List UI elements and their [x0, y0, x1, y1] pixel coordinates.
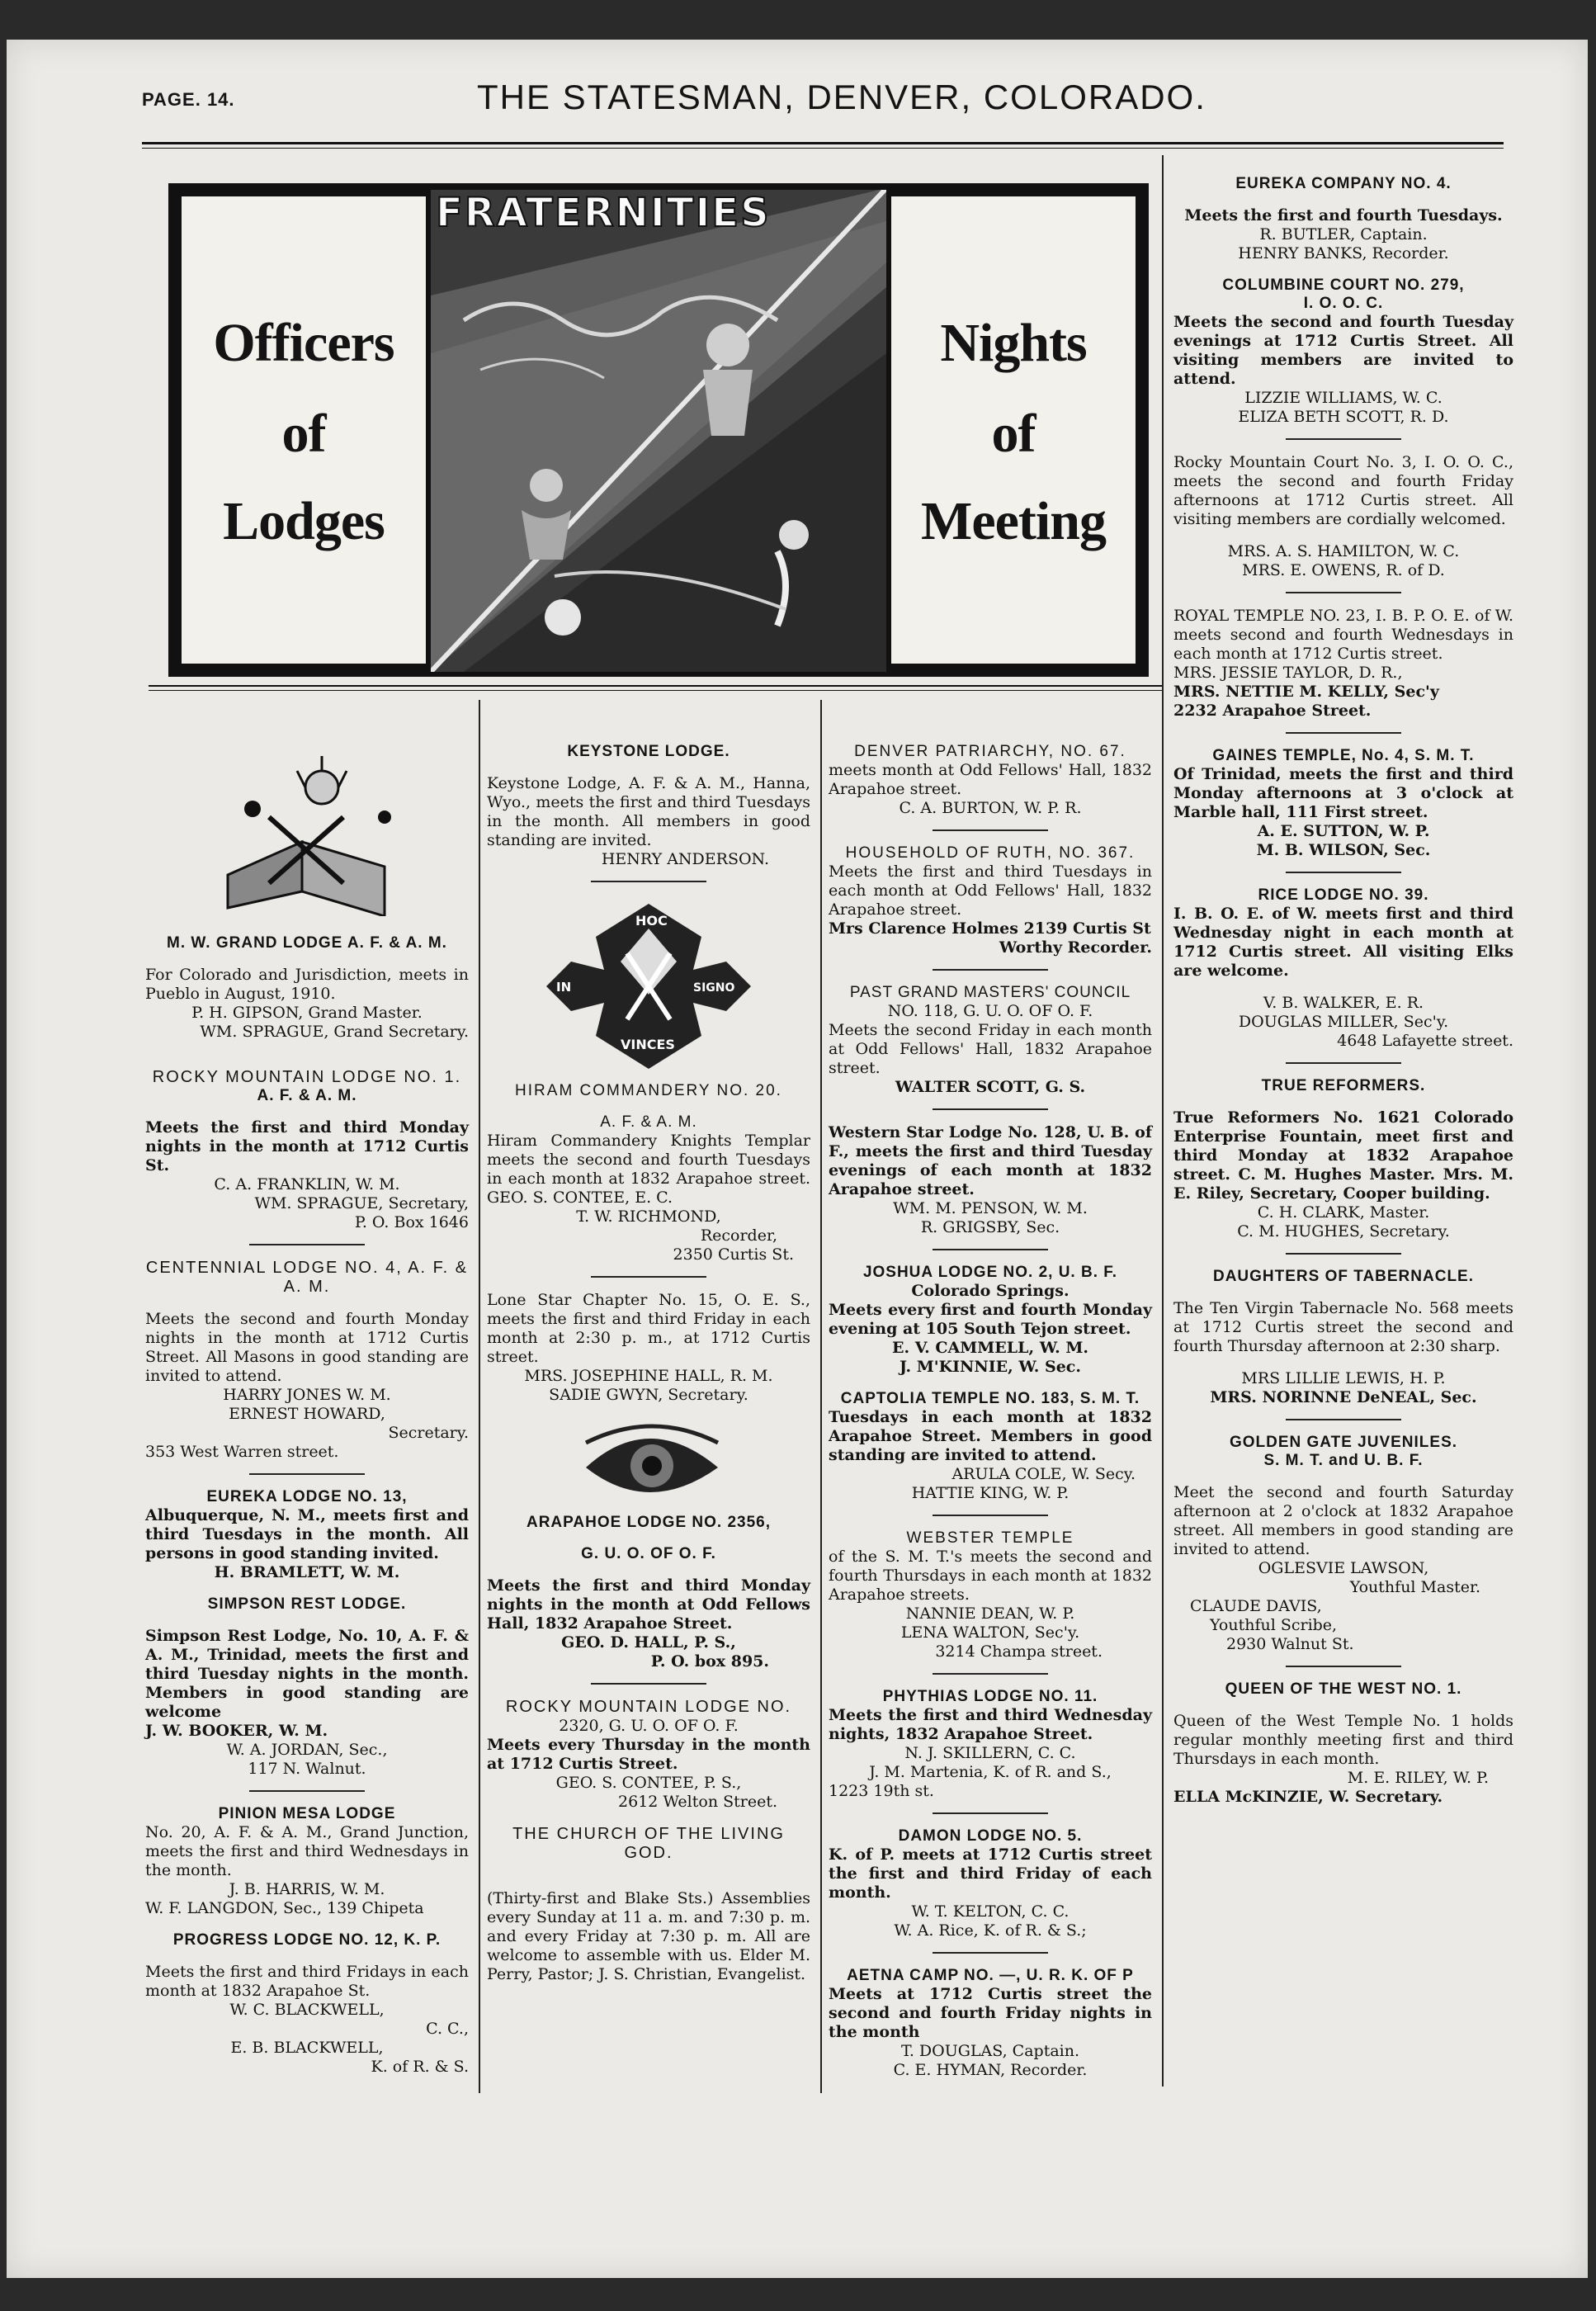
aetna-title: AETNA CAMP NO. —, U. R. K. OF P	[847, 1967, 1134, 1984]
column-1	[145, 751, 469, 2077]
section-rule	[149, 685, 1162, 687]
centennial-lodge-title: CENTENNIAL LODGE NO. 4, A. F. & A. M.	[145, 1259, 469, 1296]
golden-title: GOLDEN GATE JUVENILES.	[1229, 1434, 1458, 1451]
centennial-lodge-name-3: Secretary.	[388, 1424, 469, 1442]
webster-title: WEBSTER TEMPLE	[906, 1529, 1074, 1547]
emblem-left-text: IN	[556, 980, 572, 995]
separator	[249, 1790, 365, 1792]
knights-templar-cross-icon	[487, 896, 810, 1077]
columbine-body: Meets the second and fourth Tuesday evenings at 1712 Curtis Street. All visiting members are invited to attend.	[1173, 313, 1513, 388]
gaines-body: Of Trinidad, meets the first and third Monday afternoons at 3 o'clock at Marble hall, 111 First street.	[1173, 765, 1513, 821]
western-body: Western Star Lodge No. 128, U. B. of F., meets the first and third Tuesday evenings of each month at 1832 Arapahoe street.	[829, 1123, 1152, 1198]
joshua-sub: Colorado Springs.	[911, 1282, 1070, 1300]
separator	[1286, 1666, 1401, 1667]
denver-name-1: C. A. BURTON, W. P. R.	[899, 799, 1082, 817]
ruth-body: Meets the first and third Tuesdays in each month at Odd Fellows' Hall, 1832 Arapahoe street.	[829, 862, 1152, 919]
keystone-body: Keystone Lodge, A. F. & A. M., Hanna, Wyo., meets the first and third Tuesdays in the month. All members in good standing are invited.	[487, 774, 810, 849]
damon-body: K. of P. meets at 1712 Curtis street the first and third Friday of each month.	[829, 1845, 1152, 1902]
lonestar-name-2: SADIE GWYN, Secretary.	[549, 1386, 748, 1404]
header-rule	[142, 142, 1504, 144]
rocky2320-body: Meets every Thursday in the month at 1712 Curtis Street.	[487, 1736, 810, 1773]
rocky-lodge-name-3: P. O. Box 1646	[354, 1213, 469, 1231]
banner-word-officers: Officers	[213, 313, 394, 373]
hiram-name-2: Recorder,	[700, 1226, 777, 1245]
banner-left-panel	[182, 196, 426, 664]
joshua-body: Meets every first and fourth Monday evening at 105 South Tejon street.	[829, 1301, 1152, 1338]
column-divider-3	[1162, 155, 1164, 2087]
grand-lodge-title: M. W. GRAND LODGE A. F. & A. M.	[167, 934, 447, 952]
queen-body: Queen of the West Temple No. 1 holds regular monthly meeting first and third Thursdays in each month.	[1173, 1712, 1513, 1768]
columbine-name-2: ELIZA BETH SCOTT, R. D.	[1238, 408, 1449, 426]
daughters-body: The Ten Virgin Tabernacle No. 568 meets at 1712 Curtis street the second and fourth Thursday afternoon at 2:30 sharp.	[1173, 1299, 1513, 1355]
eureka4-title: EUREKA COMPANY NO. 4.	[1235, 175, 1452, 192]
separator	[933, 1515, 1048, 1516]
golden-name-5: 2930 Walnut St.	[1226, 1635, 1354, 1653]
hiram-name-1: T. W. RICHMOND,	[576, 1207, 721, 1226]
daughters-name-2: MRS. NORINNE DeNEAL, Sec.	[1210, 1388, 1477, 1406]
denver-title: DENVER PATRIARCHY, NO. 67.	[854, 743, 1126, 760]
western-name-1: WM. M. PENSON, W. M.	[893, 1199, 1088, 1217]
separator	[249, 1244, 365, 1245]
rice-body: I. B. O. E. of W. meets first and third Wednesday night in each month at 1712 Curtis street. All visiting Elks are welcome.	[1173, 905, 1513, 980]
ruth-name-2: Worthy Recorder.	[999, 938, 1152, 957]
royal-name-2: MRS. NETTIE M. KELLY, Sec'y	[1173, 683, 1439, 701]
eureka13-name-1: H. BRAMLETT, W. M.	[214, 1563, 400, 1581]
damon-name-1: W. T. KELTON, C. C.	[911, 1902, 1070, 1921]
keystone-title: KEYSTONE LODGE.	[567, 743, 730, 760]
emblem-top-text: HOC	[635, 913, 668, 929]
golden-name-4: Youthful Scribe,	[1210, 1616, 1338, 1634]
daughters-title: DAUGHTERS OF TABERNACLE.	[1212, 1268, 1475, 1285]
grand-lodge-body: For Colorado and Jurisdiction, meets in Pueblo in August, 1910.	[145, 966, 469, 1003]
rocky-lodge-name-1: C. A. FRANKLIN, W. M.	[214, 1175, 400, 1193]
simpson-title: SIMPSON REST LODGE.	[207, 1595, 407, 1613]
separator	[1286, 872, 1401, 873]
true-title: TRUE REFORMERS.	[1261, 1077, 1426, 1094]
joshua-name-1: E. V. CAMMELL, W. M.	[892, 1339, 1088, 1357]
progress-title: PROGRESS LODGE NO. 12, K. P.	[172, 1931, 441, 1949]
webster-name-1: NANNIE DEAN, W. P.	[905, 1604, 1075, 1623]
royal-name-3: 2232 Arapahoe Street.	[1173, 702, 1372, 720]
phythias-name-3: 1223 19th st.	[829, 1782, 934, 1800]
true-name-1: C. H. CLARK, Master.	[1257, 1203, 1430, 1222]
webster-body: of the S. M. T.'s meets the second and fourth Thursdays in each month at 1832 Arapahoe streets.	[829, 1548, 1152, 1604]
rockycourt-name-2: MRS. E. OWENS, R. of D.	[1242, 561, 1445, 579]
rocky2320-title: ROCKY MOUNTAIN LODGE NO.	[505, 1698, 792, 1716]
western-name-2: R. GRIGSBY, Sec.	[920, 1218, 1060, 1236]
aetna-body: Meets at 1712 Curtis street the second and fourth Friday nights in the month	[829, 1985, 1152, 2041]
page-number: PAGE. 14.	[142, 89, 235, 110]
separator	[1286, 1062, 1401, 1064]
rice-title: RICE LODGE NO. 39.	[1258, 886, 1429, 904]
captolia-name-2: HATTIE KING, W. P.	[911, 1484, 1070, 1502]
captolia-body: Tuesdays in each month at 1832 Arapahoe Street. Members in good standing are invited to attend.	[829, 1408, 1152, 1464]
rice-name-1: V. B. WALKER, E. R.	[1263, 994, 1424, 1012]
keystone-name-1: HENRY ANDERSON.	[601, 850, 769, 868]
rice-name-2: DOUGLAS MILLER, Sec'y.	[1238, 1013, 1449, 1031]
section-rule-thin	[149, 690, 1162, 691]
golden-sub: S. M. T. and U. B. F.	[1263, 1452, 1424, 1469]
rocky-lodge-name-2: WM. SPRAGUE, Secretary,	[254, 1194, 469, 1212]
rocky2320-name-1: GEO. S. CONTEE, P. S.,	[555, 1774, 742, 1792]
columbine-sub: I. O. O. C.	[1303, 295, 1384, 312]
centennial-lodge-name-1: HARRY JONES W. M.	[223, 1386, 391, 1404]
rocky2320-sub: 2320, G. U. O. OF O. F.	[559, 1717, 739, 1735]
royal-name-1: MRS. JESSIE TAYLOR, D. R.,	[1173, 664, 1403, 682]
separator	[1286, 592, 1401, 593]
progress-body: Meets the first and third Fridays in each month at 1832 Arapahoe St.	[145, 1963, 469, 2000]
simpson-name-1: J. W. BOOKER, W. M.	[145, 1722, 328, 1740]
banner-right-panel	[891, 196, 1136, 664]
masthead-title: THE STATESMAN, DENVER, COLORADO.	[477, 78, 1206, 116]
church-body: (Thirty-first and Blake Sts.) Assemblies every Sunday at 11 a. m. and 7:30 p. m. and every Friday at 7:30 p. m. All are welcome to assemble with us. Elder M. Perry, Pastor; J. S. Christian, Evangelist.	[487, 1889, 810, 1983]
pinion-name-2: W. F. LANGDON, Sec., 139 Chipeta	[145, 1899, 424, 1917]
phythias-name-1: N. J. SKILLERN, C. C.	[904, 1744, 1076, 1762]
hiram-body: Hiram Commandery Knights Templar meets the second and fourth Tuesdays in each month at 1832 Arapahoe street. GEO. S. CONTEE, E. C.	[487, 1132, 810, 1207]
arapahoe-body: Meets the first and third Monday nights in the month at Odd Fellows Hall, 1832 Arapahoe Street.	[487, 1576, 810, 1633]
pinion-title: PINION MESA LODGE	[218, 1805, 396, 1822]
progress-name-4: K. of R. & S.	[371, 2058, 469, 2076]
progress-name-1: W. C. BLACKWELL,	[229, 2001, 385, 2019]
golden-name-1: OGLESVIE LAWSON,	[1258, 1559, 1429, 1577]
grand-lodge-name-2: WM. SPRAGUE, Grand Secretary.	[200, 1023, 469, 1041]
phythias-title: PHYTHIAS LODGE NO. 11.	[882, 1688, 1098, 1705]
centennial-lodge-body: Meets the second and fourth Monday nights in the month at 1712 Curtis Street. All Masons in good standing are invited to attend.	[145, 1310, 469, 1385]
newspaper-page	[7, 40, 1588, 2278]
arapahoe-title: ARAPAHOE LODGE NO. 2356,	[526, 1514, 772, 1531]
open-bible-compass-icon	[145, 751, 469, 916]
gaines-title: GAINES TEMPLE, No. 4, S. M. T.	[1212, 747, 1475, 764]
banner-word-meeting: Meeting	[921, 491, 1106, 551]
banner-heading: FRATERNITIES	[436, 190, 771, 236]
queen-name-1: M. E. RILEY, W. P.	[1347, 1769, 1489, 1787]
daughters-name-1: MRS LILLIE LEWIS, H. P.	[1241, 1369, 1446, 1387]
separator	[933, 1812, 1048, 1814]
separator	[933, 1108, 1048, 1110]
separator	[249, 1473, 365, 1475]
rockycourt-name-1: MRS. A. S. HAMILTON, W. C.	[1227, 542, 1460, 560]
columbine-name-1: LIZZIE WILLIAMS, W. C.	[1244, 389, 1443, 407]
aetna-name-2: C. E. HYMAN, Recorder.	[893, 2061, 1088, 2079]
queen-title: QUEEN OF THE WEST NO. 1.	[1225, 1680, 1462, 1698]
gaines-name-1: A. E. SUTTON, W. P.	[1257, 822, 1430, 840]
phythias-body: Meets the first and third Wednesday nights, 1832 Arapahoe Street.	[829, 1706, 1152, 1743]
emblem-bottom-text: VINCES	[621, 1037, 675, 1052]
denver-body: meets month at Odd Fellows' Hall, 1832 Arapahoe street.	[829, 761, 1152, 798]
pastgrand-body: Meets the second Friday in each month at Odd Fellows' Hall, 1832 Arapahoe street.	[829, 1021, 1152, 1077]
arapahoe-name-2: P. O. box 895.	[650, 1652, 769, 1671]
rockycourt-body: Rocky Mountain Court No. 3, I. O. O. C., meets the second and fourth Friday afternoons at 1712 Curtis street. All visiting members are cordially welcomed.	[1173, 453, 1513, 528]
arapahoe-name-1: GEO. D. HALL, P. S.,	[561, 1633, 736, 1652]
columbine-title: COLUMBINE COURT NO. 279,	[1222, 276, 1465, 294]
true-body: True Reformers No. 1621 Colorado Enterprise Fountain, meet first and third Monday at 1832 Arapahoe street. C. M. Hughes Master. Mrs. M. E. Riley, Secretary, Cooper building.	[1173, 1108, 1513, 1203]
separator	[933, 969, 1048, 971]
pinion-name-1: J. B. HARRIS, W. M.	[229, 1880, 385, 1898]
pinion-body: No. 20, A. F. & A. M., Grand Junction, meets the first and third Wednesdays in the month.	[145, 1823, 469, 1879]
simpson-name-3: 117 N. Walnut.	[248, 1760, 366, 1778]
rice-name-3: 4648 Lafayette street.	[1337, 1032, 1513, 1050]
eureka13-body: Albuquerque, N. M., meets first and third Tuesdays in the month. All persons in good standing invited.	[145, 1506, 469, 1562]
progress-name-2: C. C.,	[426, 2020, 469, 2038]
simpson-body: Simpson Rest Lodge, No. 10, A. F. & A. M., Trinidad, meets the first and third Tuesday nights in the month. Members in good standing are welcome	[145, 1627, 469, 1721]
all-seeing-eye-icon	[487, 1418, 810, 1509]
separator	[1286, 1253, 1401, 1255]
separator	[1286, 438, 1401, 440]
rocky2320-name-2: 2612 Welton Street.	[618, 1793, 777, 1811]
separator	[933, 1952, 1048, 1954]
golden-name-3: CLAUDE DAVIS,	[1190, 1597, 1322, 1615]
captolia-name-1: ARULA COLE, W. Secy.	[951, 1465, 1136, 1483]
column-4	[1173, 175, 1513, 1807]
banner-word-of-2: of	[991, 404, 1036, 464]
true-name-2: C. M. HUGHES, Secretary.	[1237, 1222, 1450, 1241]
queen-name-2: ELLA McKINZIE, W. Secretary.	[1173, 1788, 1443, 1806]
webster-name-2: LENA WALTON, Sec'y.	[900, 1623, 1080, 1642]
fraternities-illustration	[431, 188, 886, 672]
separator	[591, 1683, 706, 1685]
lonestar-body: Lone Star Chapter No. 15, O. E. S., meets the first and third Friday in each month at 2:30 p. m., at 1712 Curtis street.	[487, 1291, 810, 1366]
lonestar-name-1: MRS. JOSEPHINE HALL, R. M.	[524, 1367, 773, 1385]
centennial-lodge-name-4: 353 West Warren street.	[145, 1443, 339, 1461]
golden-body: Meet the second and fourth Saturday afternoon at 2 o'clock at 1832 Arapahoe street. All members in good standing are invited to attend.	[1173, 1483, 1513, 1558]
eureka4-name-1: R. BUTLER, Captain.	[1259, 225, 1428, 243]
ruth-title: HOUSEHOLD OF RUTH, NO. 367.	[845, 844, 1136, 862]
separator	[933, 829, 1048, 831]
eureka4-body: Meets the first and fourth Tuesdays.	[1184, 206, 1503, 224]
eureka13-title: EUREKA LODGE NO. 13,	[206, 1488, 408, 1505]
separator	[933, 1673, 1048, 1675]
hiram-name-3: 2350 Curtis St.	[673, 1245, 794, 1264]
webster-name-3: 3214 Champa street.	[935, 1642, 1103, 1661]
column-3	[829, 743, 1152, 2080]
progress-name-3: E. B. BLACKWELL,	[230, 2039, 384, 2057]
eureka4-name-2: HENRY BANKS, Recorder.	[1238, 244, 1449, 262]
fraternities-banner	[168, 183, 1149, 677]
golden-name-2: Youthful Master.	[1349, 1578, 1480, 1596]
separator	[933, 1249, 1048, 1250]
banner-word-lodges: Lodges	[223, 491, 385, 551]
column-divider-2	[820, 700, 822, 2093]
centennial-lodge-name-2: ERNEST HOWARD,	[229, 1405, 385, 1423]
pastgrand-title: PAST GRAND MASTERS' COUNCIL	[849, 984, 1131, 1001]
simpson-name-2: W. A. JORDAN, Sec.,	[226, 1741, 388, 1759]
hiram-title: HIRAM COMMANDERY NO. 20.	[515, 1082, 782, 1099]
banner-word-nights: Nights	[940, 313, 1087, 373]
royal-body: ROYAL TEMPLE NO. 23, I. B. P. O. E. of W. meets second and fourth Wednesdays in each month at 1712 Curtis street.	[1173, 607, 1513, 663]
damon-title: DAMON LODGE NO. 5.	[898, 1827, 1083, 1845]
header-rule-thin	[142, 148, 1504, 149]
separator	[1286, 732, 1401, 734]
grand-lodge-name-1: P. H. GIPSON, Grand Master.	[191, 1004, 423, 1022]
church-title: THE CHURCH OF THE LIVING GOD.	[512, 1825, 785, 1862]
separator	[591, 881, 706, 882]
captolia-title: CAPTOLIA TEMPLE NO. 183, S. M. T.	[840, 1390, 1140, 1407]
rocky-lodge-sub: A. F. & A. M.	[257, 1087, 357, 1104]
banner-illustration-icon	[431, 188, 886, 672]
hiram-sub: A. F. & A. M.	[600, 1113, 697, 1131]
pastgrand-sub: NO. 118, G. U. O. OF O. F.	[887, 1002, 1093, 1020]
rocky-lodge-title: ROCKY MOUNTAIN LODGE NO. 1.	[152, 1068, 462, 1086]
emblem-right-text: SIGNO	[693, 981, 735, 995]
phythias-name-2: J. M. Martenia, K. of R. and S.,	[869, 1763, 1112, 1781]
damon-name-2: W. A. Rice, K. of R. & S.;	[894, 1921, 1087, 1940]
pastgrand-name-1: WALTER SCOTT, G. S.	[895, 1078, 1086, 1096]
joshua-name-2: J. M'KINNIE, W. Sec.	[900, 1358, 1081, 1376]
column-divider-1	[479, 700, 480, 2093]
arapahoe-sub: G. U. O. OF O. F.	[581, 1545, 716, 1562]
column-2	[487, 743, 810, 1984]
gaines-name-2: M. B. WILSON, Sec.	[1256, 841, 1431, 859]
ruth-name-1: Mrs Clarence Holmes 2139 Curtis St	[829, 919, 1151, 938]
separator	[591, 1276, 706, 1278]
separator	[1286, 1419, 1401, 1420]
aetna-name-1: T. DOUGLAS, Captain.	[900, 2042, 1080, 2060]
rocky-lodge-body: Meets the first and third Monday nights in the month at 1712 Curtis St.	[145, 1118, 469, 1174]
banner-word-of: of	[281, 404, 326, 464]
joshua-title: JOSHUA LODGE NO. 2, U. B. F.	[862, 1264, 1118, 1281]
